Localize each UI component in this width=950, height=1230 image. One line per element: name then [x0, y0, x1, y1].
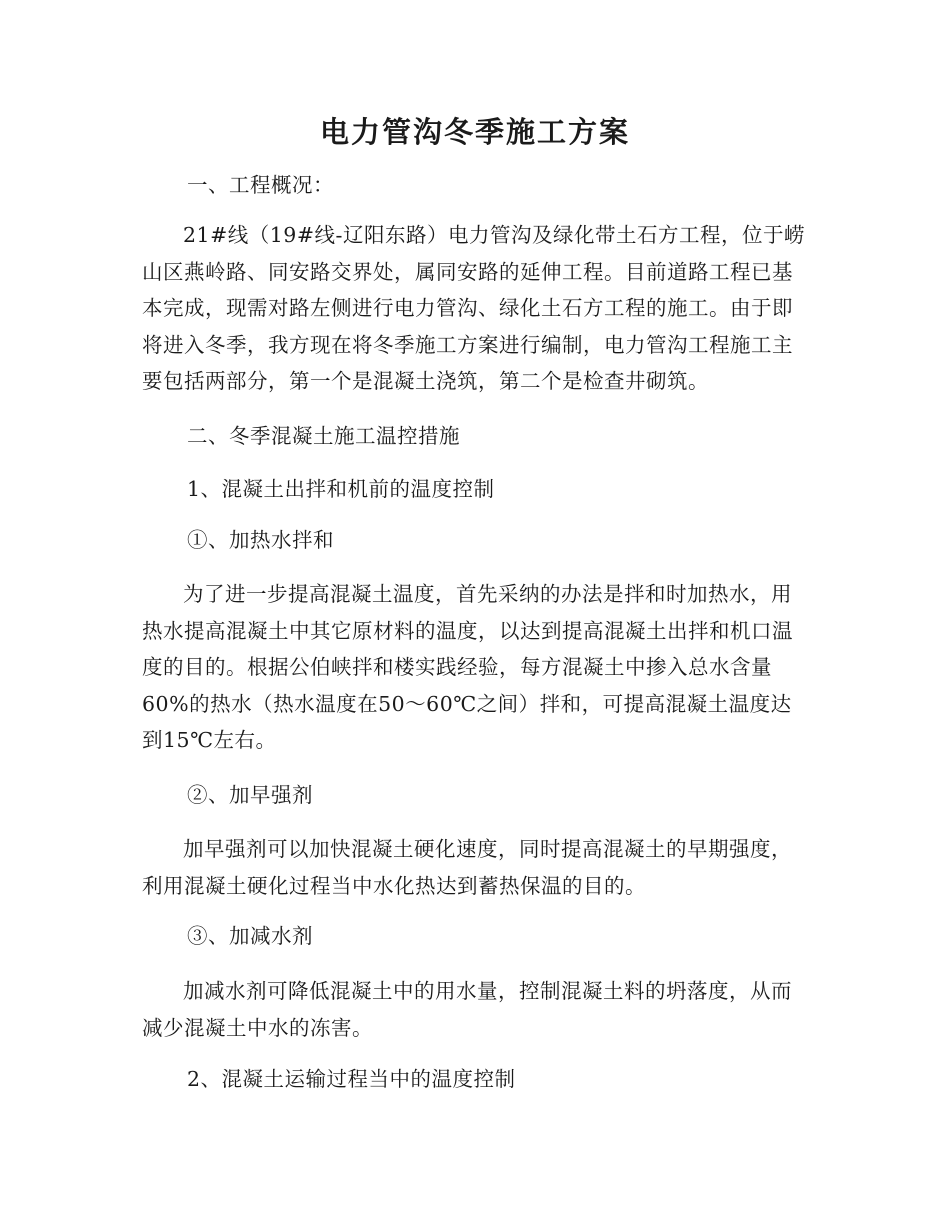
paragraph-early-strength-agent: 加早强剂可以加快混凝土硬化速度，同时提高混凝土的早期强度，利用混凝土硬化过程当中水化热达到蓄热保温的目的。 [142, 837, 792, 898]
subsection-heading-transport-temperature: 2、混凝土运输过程当中的温度控制 [187, 1067, 516, 1091]
paragraph-overview: 21#线（19#线-辽阳东路）电力管沟及绿化带土石方工程，位于崂山区燕岭路、同安路交界处，属同安路的延伸工程。目前道路工程已基本完成，现需对路左侧进行电力管沟、绿化土石方工程的施工。由于即将进入冬季，我方现在将冬季施工方案进行编制，电力管沟工程施工主要包括两部分，第一个是混凝土浇筑，第二个是检查井砌筑。 [142, 223, 805, 393]
paragraph-hot-water: 为了进一步提高混凝土温度，首先采纳的办法是拌和时加热水，用热水提高混凝土中其它原材料的温度，以达到提高混凝土出拌和机口温度的目的。根据公伯峡拌和楼实践经验，每方混凝土中掺入总水含量60%的热水（热水温度在50～60℃之间）拌和，可提高混凝土温度达到15℃左右。 [142, 582, 793, 752]
item-heading-water-reducer: ③、加减水剂 [187, 924, 313, 948]
section-heading-temperature-control: 二、冬季混凝土施工温控措施 [187, 424, 460, 448]
section-heading-overview: 一、工程概况： [187, 173, 334, 197]
paragraph-water-reducer: 加减水剂可降低混凝土中的用水量，控制混凝土料的坍落度，从而减少混凝土中水的冻害。 [142, 979, 792, 1040]
subsection-heading-mixing-temperature: 1、混凝土出拌和机前的温度控制 [187, 477, 495, 501]
document-title: 电力管沟冬季施工方案 [319, 115, 630, 149]
item-heading-early-strength-agent: ②、加早强剂 [187, 783, 313, 807]
item-heading-hot-water: ①、加热水拌和 [187, 528, 334, 552]
